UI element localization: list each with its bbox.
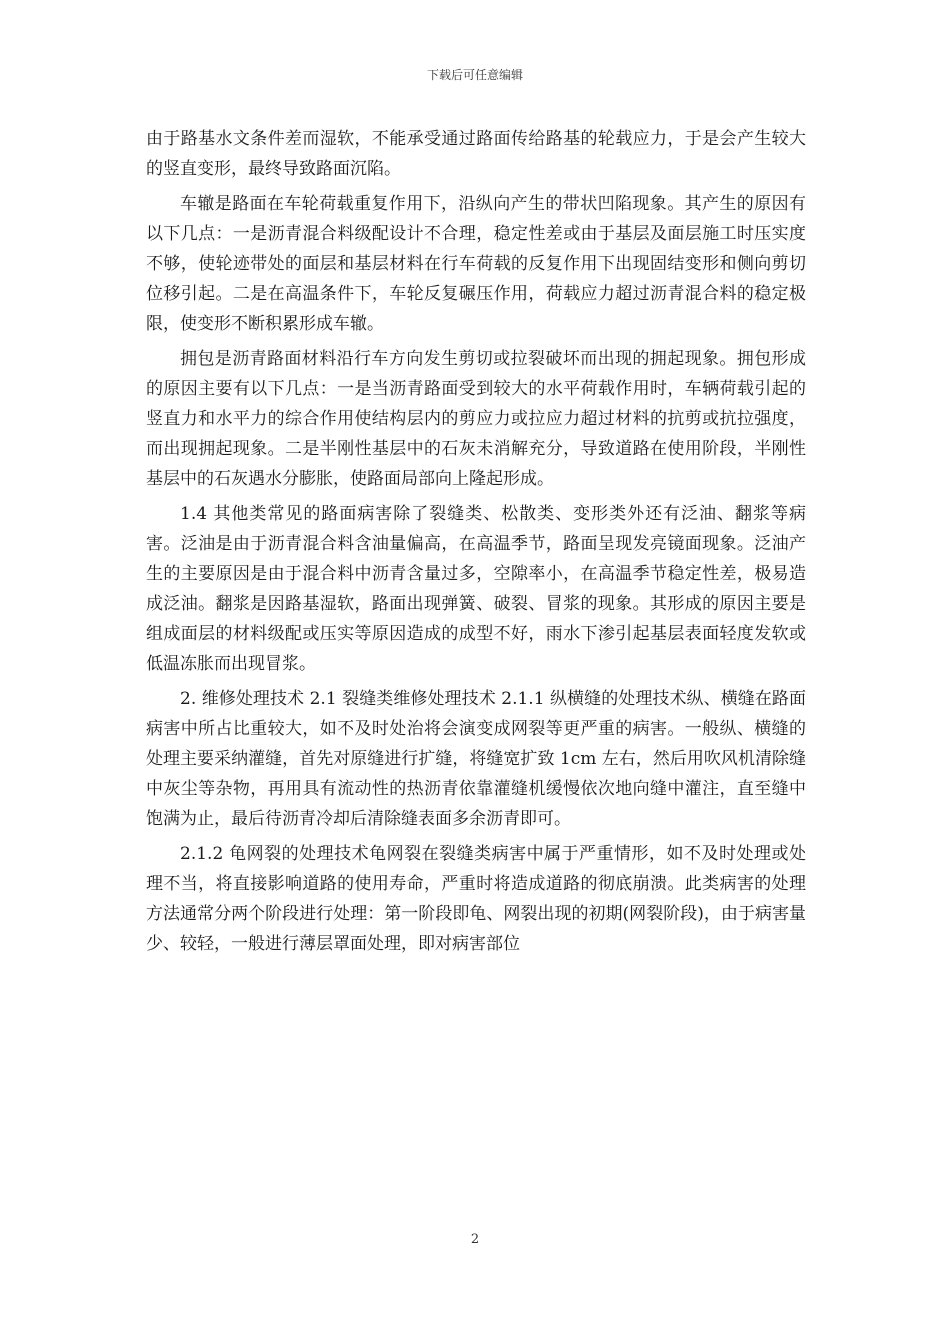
document-body: [146, 124, 806, 964]
paragraph-2: 车辙是路面在车轮荷载重复作用下，沿纵向产生的带状凹陷现象。其产生的原因有以下几点：一是沥青混合料级配设计不合理，稳定性差或由于基层及面层施工时压实度不够，使轮迹带处的面层和基层材料在行车荷载的反复作用下出现固结变形和侧向剪切位移引起。二是在高温条件下，车轮反复碾压作用，荷载应力超过沥青混合料的稳定极限，使变形不断积累形成车辙。: [146, 194, 806, 334]
paragraph-6: 2.1.2 龟网裂的处理技术龟网裂在裂缝类病害中属于严重情形，如不及时处理或处理不当，将直接影响道路的使用寿命，严重时将造成道路的彻底崩溃。此类病害的处理方法通常分两个阶段进行处理：第一阶段即龟、网裂出现的初期(网裂阶段)，由于病害量少、较轻，一般进行薄层罩面处理，即对病害部位: [146, 844, 806, 954]
page-number: 2: [470, 1232, 480, 1247]
paragraph-3: 拥包是沥青路面材料沿行车方向发生剪切或拉裂破坏而出现的拥起现象。拥包形成的原因主要有以下几点：一是当沥青路面受到较大的水平荷载作用时，车辆荷载引起的竖直力和水平力的综合作用使结构层内的剪应力或拉应力超过材料的抗剪或抗拉强度，而出现拥起现象。二是半刚性基层中的石灰未消解充分，导致道路在使用阶段，半刚性基层中的石灰遇水分膨胀，使路面局部向上隆起形成。: [146, 349, 806, 489]
paragraph-1: 由于路基水文条件差而湿软，不能承受通过路面传给路基的轮载应力，于是会产生较大的竖直变形，最终导致路面沉陷。: [146, 129, 806, 179]
paragraph-5: 2. 维修处理技术 2.1 裂缝类维修处理技术 2.1.1 纵横缝的处理技术纵、横缝在路面病害中所占比重较大，如不及时处治将会演变成网裂等更严重的病害。一般纵、横缝的处理主要采纳灌缝，首先对原缝进行扩缝，将缝宽扩致 1cm 左右，然后用吹风机清除缝中灰尘等杂物，再用具有流动性的热沥青依靠灌缝机缓慢依次地向缝中灌注，直至缝中饱满为止，最后待沥青冷却后清除缝表面多余沥青即可。: [146, 689, 806, 829]
page-header: 下载后可任意编辑: [426, 68, 523, 82]
paragraph-4: 1.4 其他类常见的路面病害除了裂缝类、松散类、变形类外还有泛油、翻浆等病害。泛油是由于沥青混合料含油量偏高，在高温季节，路面呈现发亮镜面现象。泛油产生的主要原因是由于混合料中沥青含量过多，空隙率小，在高温季节稳定性差，极易造成泛油。翻浆是因路基湿软，路面出现弹簧、破裂、冒浆的现象。其形成的原因主要是组成面层的材料级配或压实等原因造成的成型不好，雨水下渗引起基层表面轻度发软或低温冻胀而出现冒浆。: [146, 504, 806, 674]
